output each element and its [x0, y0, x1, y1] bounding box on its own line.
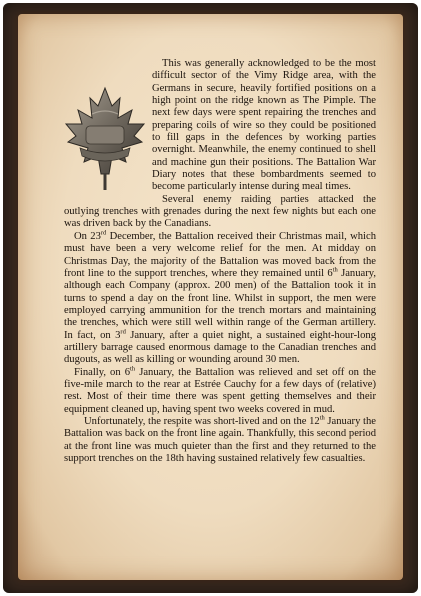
article-body [64, 58, 376, 465]
paragraph-5: Unfortunately, the respite was short-lived and on the 12th January the Battalion was back on the front line again. Thankfully, this second period at the front line was much quieter than the first and they returned to the support trenches on the 18th having sustained relatively few casualties. [64, 414, 376, 464]
paragraph-2: Several enemy raiding parties attacked the outlying trenches with grenades during the next few nights but each one was driven back by the Canadians. [64, 193, 376, 230]
maple-leaf-cap-badge-icon [62, 84, 148, 202]
paragraph-3: On 23rd December, the Battalion received their Christmas mail, which must have been a very welcome relief for the men. At midday on Christmas Day, the majority of the Battalion was moved back from the front line to the support trenches, where they remained until 6th January, although each Company (approx. 200 men) of the Battalion took it in turns to spend a day on the front line. Whilst in support, the men were employed carrying ammunition for the trench mortars and maintaining the trenches, which were still well within range of the German artillery. In fact, on 3rd January, after a quiet night, a sustained eight-hour-long artillery barrage caused enormous damage to the Canadian trenches and dugouts, as well as killing or wounding around 30 men. [64, 229, 376, 366]
paragraph-4: Finally, on 6th January, the Battalion was relieved and set off on the five-mile march to the rear at Estrée Cauchy for a few days of (relative) rest. Most of their time there was spent getting themselves and their equipment cleaned up, having spent two weeks covered in mud. [64, 365, 376, 415]
paragraph-1: This was generally acknowledged to be the most difficult sector of the Vimy Ridge area, with the Germans in secure, heavily fortified positions on a high point on the ridge known as The Pimple. The next few days were spent repairing the trenches and preparing coils of wire so they could be positioned to fill gaps in the defences by working parties overnight. Meanwhile, the enemy continued to shell and machine gun their positions. The Battalion War Diary notes that these bombardments seemed to become particularly intense during meal times. [152, 58, 376, 193]
